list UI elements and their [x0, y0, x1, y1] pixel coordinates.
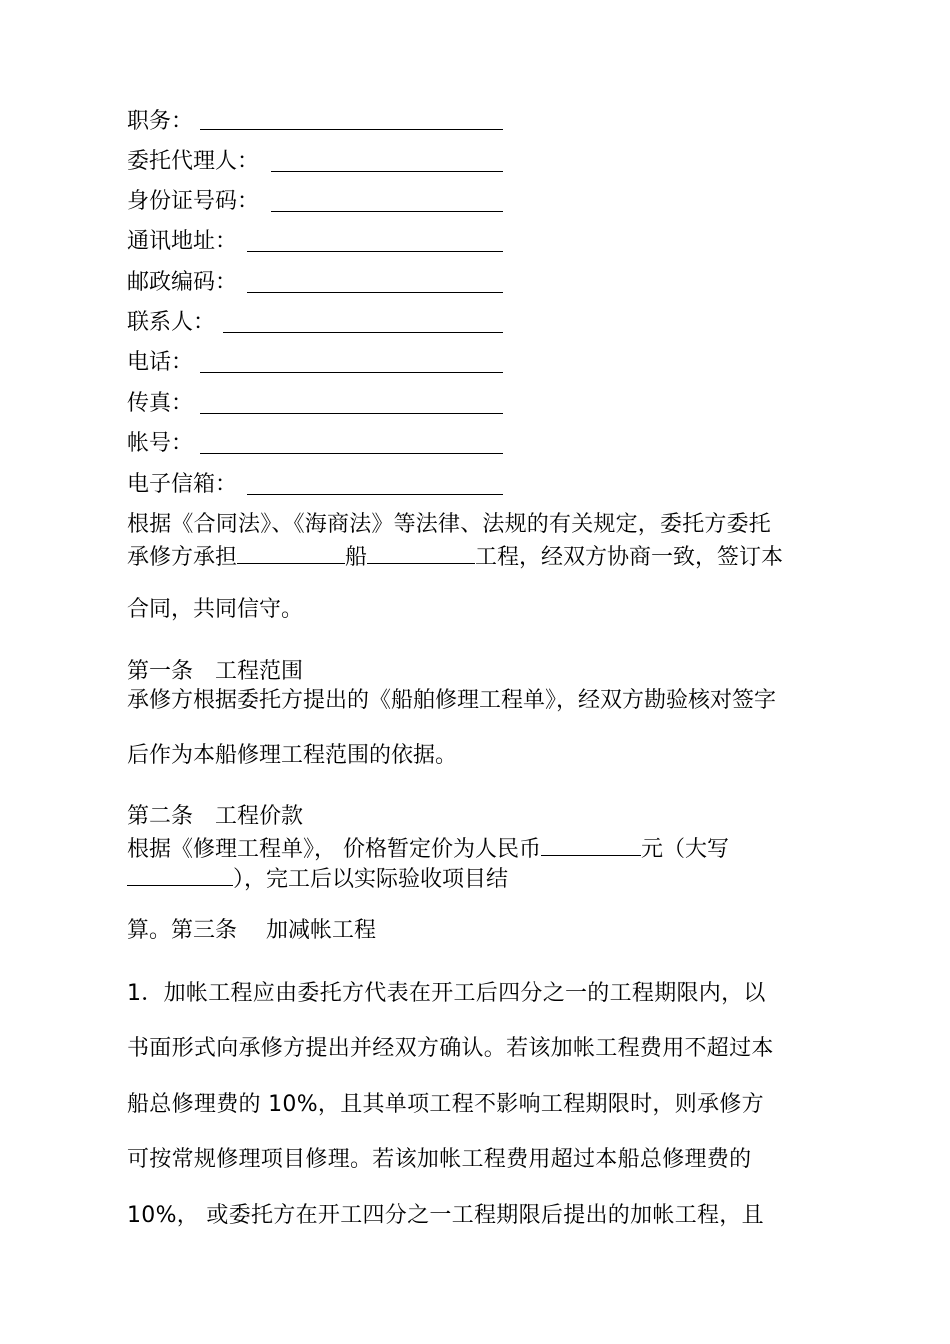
- project-name-blank[interactable]: [367, 541, 475, 564]
- price-capital-blank[interactable]: [127, 863, 233, 886]
- article-2-line-2-text: ），完工后以实际验收项目结: [233, 867, 509, 892]
- article-2-line-1-b: 元（大写: [641, 837, 730, 862]
- article-1-line-1: 承修方根据委托方提出的《船舶修理工程单》，经双方勘验核对签字: [127, 688, 777, 713]
- field-blank-email[interactable]: [247, 494, 503, 495]
- ship-name-blank[interactable]: [237, 541, 345, 564]
- intro-line-2: [127, 541, 783, 572]
- field-label-email: 电子信箱：: [127, 472, 238, 497]
- article-3-line-4: 可按常规修理项目修理。若该加帐工程费用超过本船总修理费的: [127, 1147, 752, 1172]
- article-2-line-3: 算。第三条 加减帐工程: [127, 918, 376, 943]
- field-blank-id-number[interactable]: [271, 211, 503, 212]
- field-blank-postcode[interactable]: [247, 292, 503, 293]
- article-2-line-1: [127, 833, 729, 864]
- article-2-title: 第二条 工程价款: [127, 804, 304, 829]
- intro-line-2-c: 工程，经双方协商一致，签订本: [475, 545, 784, 570]
- field-label-id-number: 身份证号码：: [127, 189, 260, 214]
- article-3-line-5: 10%， 或委托方在开工四分之一工程期限后提出的加帐工程，且: [127, 1203, 764, 1228]
- field-blank-position[interactable]: [200, 129, 503, 130]
- article-2-line-2: [127, 863, 508, 894]
- field-blank-phone[interactable]: [200, 372, 503, 373]
- field-label-account: 帐号：: [127, 431, 194, 456]
- price-amount-blank[interactable]: [541, 833, 641, 856]
- field-label-fax: 传真：: [127, 391, 194, 416]
- article-2-line-1-a: 根据《修理工程单》， 价格暂定价为人民币: [127, 837, 541, 862]
- field-blank-address[interactable]: [247, 251, 503, 252]
- intro-line-2-a: 承修方承担: [127, 545, 238, 570]
- field-blank-account[interactable]: [200, 453, 503, 454]
- article-3-line-1: 1．加帐工程应由委托方代表在开工后四分之一的工程期限内，以: [127, 981, 766, 1006]
- field-label-agent: 委托代理人：: [127, 149, 260, 174]
- field-blank-contact[interactable]: [223, 332, 503, 333]
- field-label-phone: 电话：: [127, 350, 194, 375]
- article-1-line-2: 后作为本船修理工程范围的依据。: [127, 743, 458, 768]
- article-3-line-3: 船总修理费的 10%，且其单项工程不影响工程期限时，则承修方: [127, 1092, 764, 1117]
- field-label-contact: 联系人：: [127, 310, 216, 335]
- intro-line-2-b: 船: [345, 545, 368, 570]
- field-label-position: 职务：: [127, 109, 194, 134]
- intro-line-1: 根据《合同法》、《海商法》等法律、法规的有关规定，委托方委托: [127, 512, 772, 537]
- field-blank-agent[interactable]: [271, 171, 503, 172]
- field-label-address: 通讯地址：: [127, 229, 238, 254]
- article-1-title: 第一条 工程范围: [127, 659, 304, 684]
- intro-line-3: 合同，共同信守。: [127, 597, 304, 622]
- article-3-line-2: 书面形式向承修方提出并经双方确认。若该加帐工程费用不超过本: [127, 1036, 774, 1061]
- field-blank-fax[interactable]: [200, 413, 503, 414]
- field-label-postcode: 邮政编码：: [127, 270, 238, 295]
